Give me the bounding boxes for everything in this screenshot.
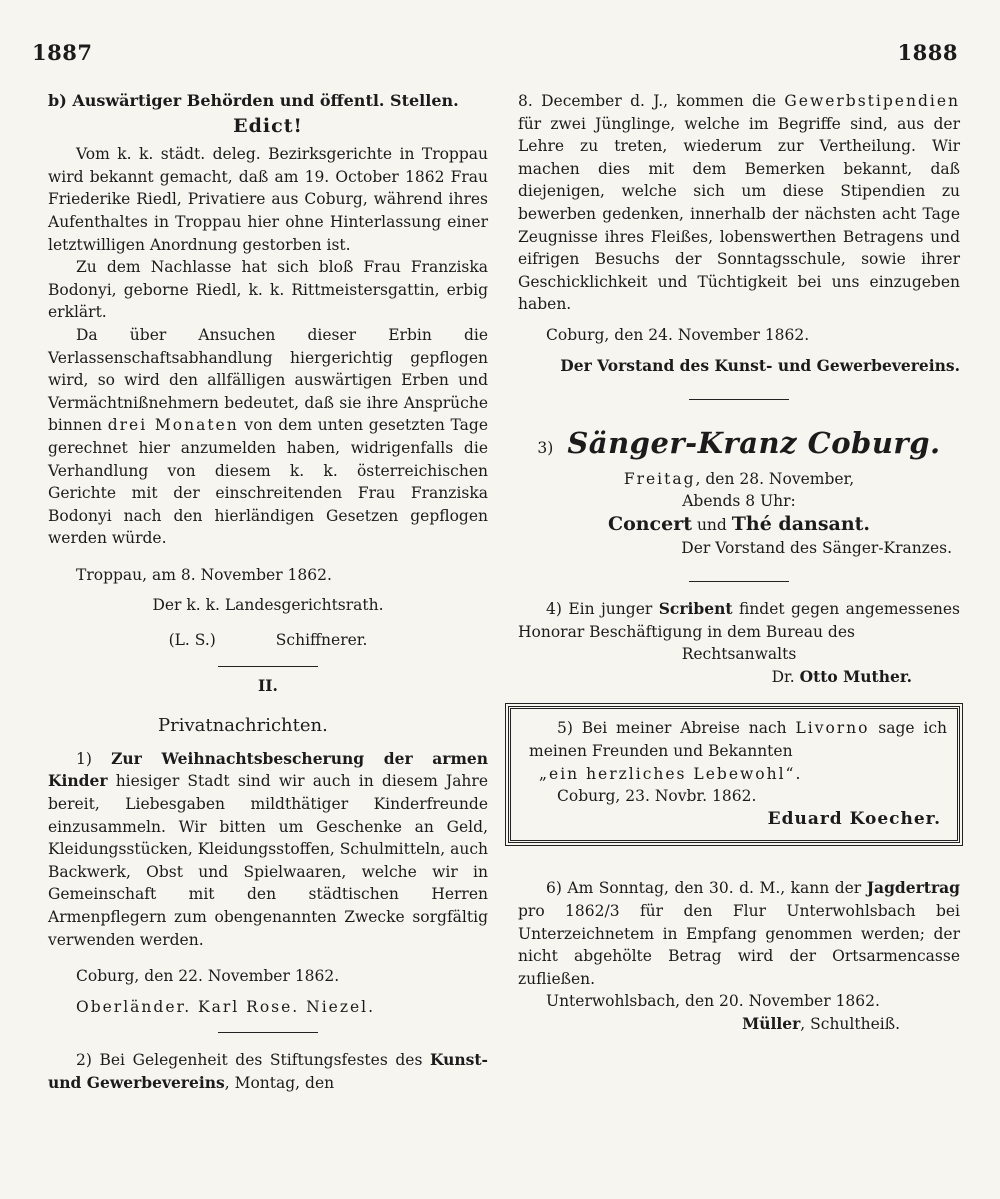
- notice-2-text-b: , Montag, den: [224, 1073, 335, 1092]
- section-roman-numeral: II.: [258, 675, 278, 695]
- notice-4: [518, 598, 960, 643]
- notice-1-title: Zur Weihnachtsbescherung der armen Kinder: [48, 748, 488, 791]
- right-column: [518, 90, 960, 1036]
- notice-1-text: hiesiger Stadt sind wir auch in diesem Jahre bereit, Liebesgaben mildthätiger Kinderfreunde einzusammeln. Wir bitten um Geschenke an Geld, Kleidungsstücken, Kleidungsstoffen, Schulmitteln, auch Backwerk, Obst und Spielwaaren, welche wir in Gemeinschaft mit den städtischen Herren Armenpflegern zum obengenannten Zwecke sorgfältig verwenden werden.: [48, 772, 488, 949]
- notice-3-concert: Concert: [607, 512, 693, 535]
- notice-5-text-b: sage ich meinen Freunden und Bekannten: [529, 719, 947, 761]
- notice-2-text-a: 2) Bei Gelegenheit des Stiftungsfestes des: [76, 1051, 430, 1070]
- left-column: [48, 90, 488, 1095]
- notice-3-signer: Der Vorstand des Sänger-Kranzes.: [681, 538, 952, 557]
- edict-signature-row: [48, 629, 488, 652]
- notice-6-name: Müller: [742, 1014, 801, 1033]
- notice-6-signer: [518, 1013, 960, 1036]
- notice-3-and: und: [692, 515, 732, 534]
- notice-2-continued: [518, 90, 960, 316]
- notice-3-title: Sänger-Kranz Coburg.: [567, 426, 941, 461]
- seal-mark: (L. S.): [168, 631, 216, 650]
- notice-6-keyword: Jagdertrag: [866, 878, 960, 898]
- edict-signature: Schiffnerer.: [275, 631, 368, 650]
- notice-3-the-dansant: Thé dansant.: [731, 512, 871, 535]
- notice-2-cont-a: 8. December d. J., kommen die: [518, 92, 785, 110]
- notice-4-keyword: Scribent: [658, 599, 733, 619]
- divider: [689, 399, 789, 400]
- notice-2-cont-b: für zwei Jünglinge, welche im Begriffe sind, aus der Lehre zu treten, wiederum zur Vertheilung. Wir machen dies mit dem Bemerken bekannt, daß diejenigen, welche sich um diese Stipendien zu bewerben gedenken, innerhalb der nächsten acht Tage Zeugnisse ihres Fleißes, lobenswerthen Betragens und eifrigen Besuchs der Sonntagsschule, sowie ihrer Geschicklichkeit und Tüchtigkeit bei uns einzugeben haben.: [518, 114, 960, 314]
- notice-5-place: Livorno: [795, 719, 870, 738]
- notice-5-name: Eduard Koecher.: [767, 808, 941, 829]
- notice-3-number: 3): [537, 439, 554, 458]
- notice-5-date: Coburg, 23. Novbr. 1862.: [557, 787, 757, 806]
- notice-1-number: 1): [76, 749, 112, 768]
- divider: [689, 581, 789, 582]
- notice-5-text: [529, 717, 947, 762]
- notice-5-box: [508, 706, 960, 843]
- notice-4-text-b: findet gegen angemessenes Honorar Beschäftigung in dem Bureau des: [518, 600, 960, 641]
- section-heading: b) Auswärtiger Behörden und öffentl. Stellen.: [48, 91, 459, 110]
- notice-2-signer: Der Vorstand des Kunst- und Gewerbevereins.: [560, 355, 960, 375]
- edict-p3-text-a: Da über Ansuchen dieser Erbin die Verlassenschaftsabhandlung hiergerichtig gepflogen wird, so wird den allfälligen auswärtigen Erben und Vermächtnißnehmern bedeutet, daß sie ihre Ansprüche binnen: [48, 325, 488, 435]
- edict-place-date: Troppau, am 8. November 1862.: [76, 565, 332, 584]
- notice-3-date-line: [518, 468, 960, 491]
- edict-paragraph-2: Zu dem Nachlasse hat sich bloß Frau Franziska Bodonyi, geborne Riedl, k. k. Rittmeistersgattin, erbig erklärt.: [48, 258, 488, 322]
- notice-3-day: Freitag: [623, 469, 696, 488]
- divider: [218, 1032, 318, 1033]
- notice-2-start: [48, 1049, 488, 1094]
- notice-1-signers: Oberländer. Karl Rose. Niezel.: [76, 997, 376, 1016]
- notice-2-date: Coburg, den 24. November 1862.: [546, 325, 810, 344]
- notice-4-dr: Dr.: [771, 667, 800, 686]
- edict-official-title: Der k. k. Landesgerichtsrath.: [152, 596, 384, 615]
- divider: [218, 666, 318, 667]
- notice-5-quote: „ein herzliches Lebewohl“.: [539, 764, 803, 783]
- notice-5-text-a: 5) Bei meiner Abreise nach: [557, 719, 796, 738]
- notice-4-signer: [518, 666, 960, 689]
- notice-4-name: Otto Muther.: [799, 666, 912, 686]
- private-news-heading: Privatnachrichten.: [158, 715, 328, 737]
- page-number-right: 1888: [897, 40, 958, 65]
- notice-2-emphasis: Gewerbstipendien: [784, 92, 960, 110]
- notice-6-text-b: pro 1862/3 für den Flur Unterwohlsbach bei Unterzeichnetem in Empfang genommen werden; der nicht abgehölte Betrag wird der Ortsarmencasse zufließen.: [518, 902, 960, 988]
- notice-4-text-a: 4) Ein junger: [546, 600, 659, 619]
- notice-3-title-line: [518, 426, 960, 461]
- notice-6: [518, 877, 960, 990]
- edict-paragraph-3: [48, 324, 488, 550]
- notice-3-date: , den 28. November,: [695, 469, 855, 488]
- notice-6-text-a: 6) Am Sonntag, den 30. d. M., kann der: [546, 879, 867, 898]
- edict-p3-text-b: von dem unten gesetzten Tage gerechnet hier anzumelden haben, widrigenfalls die Verhandlung von diesem k. k. österreichischen Gerichte mit der einschreitenden Frau Franziska Bodonyi nach den hierländigen Gesetzen gepflogen werden würde.: [48, 416, 488, 548]
- edict-p3-emphasis: drei Monaten: [107, 416, 239, 435]
- notice-6-date: Unterwohlsbach, den 20. November 1862.: [546, 992, 880, 1011]
- notice-6-role: , Schultheiß.: [800, 1015, 900, 1033]
- notice-1: [48, 748, 488, 951]
- notice-2-society-name: Kunst- und Gewerbevereins: [48, 1050, 488, 1092]
- notice-3-time: Abends 8 Uhr:: [682, 492, 796, 511]
- notice-3-event-line: [518, 513, 960, 537]
- notice-1-date: Coburg, den 22. November 1862.: [76, 967, 340, 986]
- notice-4-lawyer-title: Rechtsanwalts: [681, 645, 797, 664]
- edict-title: Edict!: [233, 114, 303, 137]
- edict-paragraph-1: Vom k. k. städt. deleg. Bezirksgerichte in Troppau wird bekannt gemacht, daß am 19. October 1862 Frau Friederike Riedl, Privatiere aus Coburg, während ihres Aufenthaltes in Troppau hier ohne Hinterlassung einer letztwilligen Anordnung gestorben ist.: [48, 145, 488, 254]
- page-number-left: 1887: [32, 40, 93, 65]
